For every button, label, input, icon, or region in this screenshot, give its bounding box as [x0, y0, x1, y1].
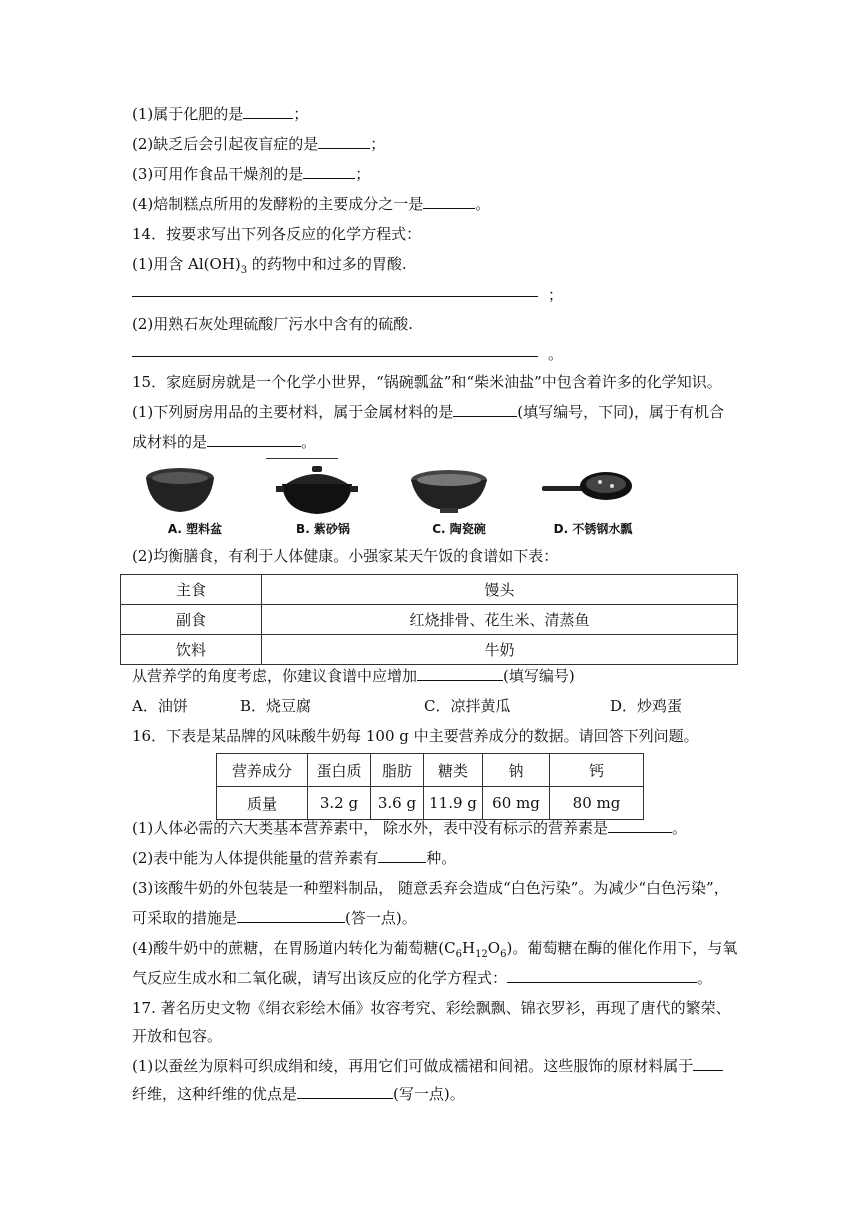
- option-d[interactable]: D．炒鸡蛋: [610, 697, 683, 715]
- q13-line-2: (2)缺乏后会引起夜盲症的是 ；: [132, 135, 386, 153]
- q16-part-4: (4)酸牛奶中的蔗糖，在胃肠道内转化为葡萄糖$(C_6H_{12}O_6)$。葡萄糖在酶的催化作用下，与氧: [132, 939, 738, 960]
- answer-blank[interactable]: [297, 1084, 393, 1099]
- table-row: 副食 红烧排骨、花生米、清蒸鱼: [121, 605, 738, 635]
- ceramic-bowl-image: [404, 464, 514, 536]
- q14-part-2: (2)用熟石灰处理硫酸厂污水中含有的硫酸.: [132, 315, 414, 333]
- item-label: A. 塑料盆: [167, 522, 223, 536]
- item-label: B. 紫砂锅: [296, 522, 350, 536]
- q15-part-1-cont: 成材料的是 。: [132, 433, 317, 451]
- answer-blank[interactable]: [453, 402, 517, 417]
- q13-line-1: (1)属于化肥的是 ；: [132, 105, 309, 123]
- option-b[interactable]: B．烧豆腐: [240, 697, 312, 715]
- q15-stem: 15．家庭厨房就是一个化学小世界，“锅碗瓢盆”和“柴米油盐”中包含着许多的化学知识。: [132, 373, 722, 391]
- answer-blank[interactable]: [693, 1056, 723, 1071]
- punct: 。: [548, 345, 564, 363]
- answer-blank[interactable]: [243, 104, 293, 119]
- nutrition-table: [216, 753, 644, 820]
- answer-blank[interactable]: [303, 164, 355, 179]
- option-a[interactable]: A．油饼: [132, 697, 188, 715]
- table-row: 质量 3.2 g 3.6 g 11.9 g 60 mg 80 mg: [217, 787, 644, 820]
- answer-blank[interactable]: [318, 134, 370, 149]
- q17-stem-cont: 开放和包容。: [132, 1027, 223, 1045]
- answer-blank[interactable]: [507, 968, 697, 983]
- divider: [266, 458, 338, 459]
- q16-part-2: (2)表中能为人体提供能量的营养素有 种。: [132, 849, 457, 867]
- q15-part-2: (2)均衡膳食，有利于人体健康。小强家某天午饭的食谱如下表：: [132, 547, 559, 565]
- q14-stem: 14．按要求写出下列各反应的化学方程式：: [132, 225, 422, 243]
- clay-pot-image: [268, 464, 378, 536]
- q16-stem: 16．下表是某品牌的风味酸牛奶每 100 g 中主要营养成分的数据。请回答下列问题。: [132, 727, 699, 745]
- item-label: C. 陶瓷碗: [432, 522, 486, 536]
- option-c[interactable]: C．凉拌黄瓜: [424, 697, 511, 715]
- answer-line[interactable]: [132, 296, 538, 297]
- steel-ladle-image: [538, 464, 648, 536]
- table-row: 饮料 牛奶: [121, 635, 738, 665]
- q14-part-1: (1)用含 $Al(OH)_3$ 的药物中和过多的胃酸.: [132, 255, 407, 276]
- answer-blank[interactable]: [207, 432, 301, 447]
- menu-table: [120, 574, 738, 665]
- table-row: 营养成分 蛋白质 脂肪 糖类 钠 钙: [217, 754, 644, 787]
- q16-part-3: (3)该酸牛奶的外包装是一种塑料制品， 随意丢弃会造成“白色污染”。为减少“白色污染”，: [132, 879, 729, 897]
- q17-stem: 17. 著名历史文物《绢衣彩绘木俑》妆容考究、彩绘飘飘、锦衣罗衫，再现了唐代的繁荣、: [132, 999, 731, 1017]
- answer-blank[interactable]: [417, 666, 503, 681]
- table-row: 主食 馒头: [121, 575, 738, 605]
- utensil-images: [140, 464, 640, 536]
- q16-part-4-cont: 气反应生成水和二氧化碳，请写出该反应的化学方程式： 。: [132, 969, 713, 987]
- answer-line[interactable]: [132, 356, 538, 357]
- q16-part-3-cont: 可采取的措施是 (答一点)。: [132, 909, 417, 927]
- answer-blank[interactable]: [237, 908, 345, 923]
- q17-part-1: (1)以蚕丝为原料可织成绢和绫，再用它们可做成襦裙和间裙。这些服饰的原材料属于: [132, 1056, 723, 1076]
- answer-blank[interactable]: [378, 848, 426, 863]
- plastic-basin-image: [140, 464, 250, 536]
- q17-part-1-cont: 纤维，这种纤维的优点是 (写一点)。: [132, 1085, 465, 1103]
- q15-part-3: 从营养学的角度考虑，你建议食谱中应增加 (填写编号): [132, 667, 575, 685]
- answer-blank[interactable]: [608, 818, 672, 833]
- answer-blank[interactable]: [423, 194, 475, 209]
- item-label: D. 不锈钢水瓢: [553, 522, 633, 536]
- q15-part-1: (1)下列厨房用品的主要材料，属于金属材料的是 (填写编号，下同)，属于有机合: [132, 403, 724, 421]
- punct: ；: [548, 286, 564, 304]
- q13-line-4: (4)焙制糕点所用的发酵粉的主要成分之一是 。: [132, 195, 491, 213]
- q13-line-3: (3)可用作食品干燥剂的是 ；: [132, 165, 371, 183]
- q16-part-1: (1)人体必需的六大类基本营养素中， 除水外，表中没有标示的营养素是 。: [132, 819, 688, 837]
